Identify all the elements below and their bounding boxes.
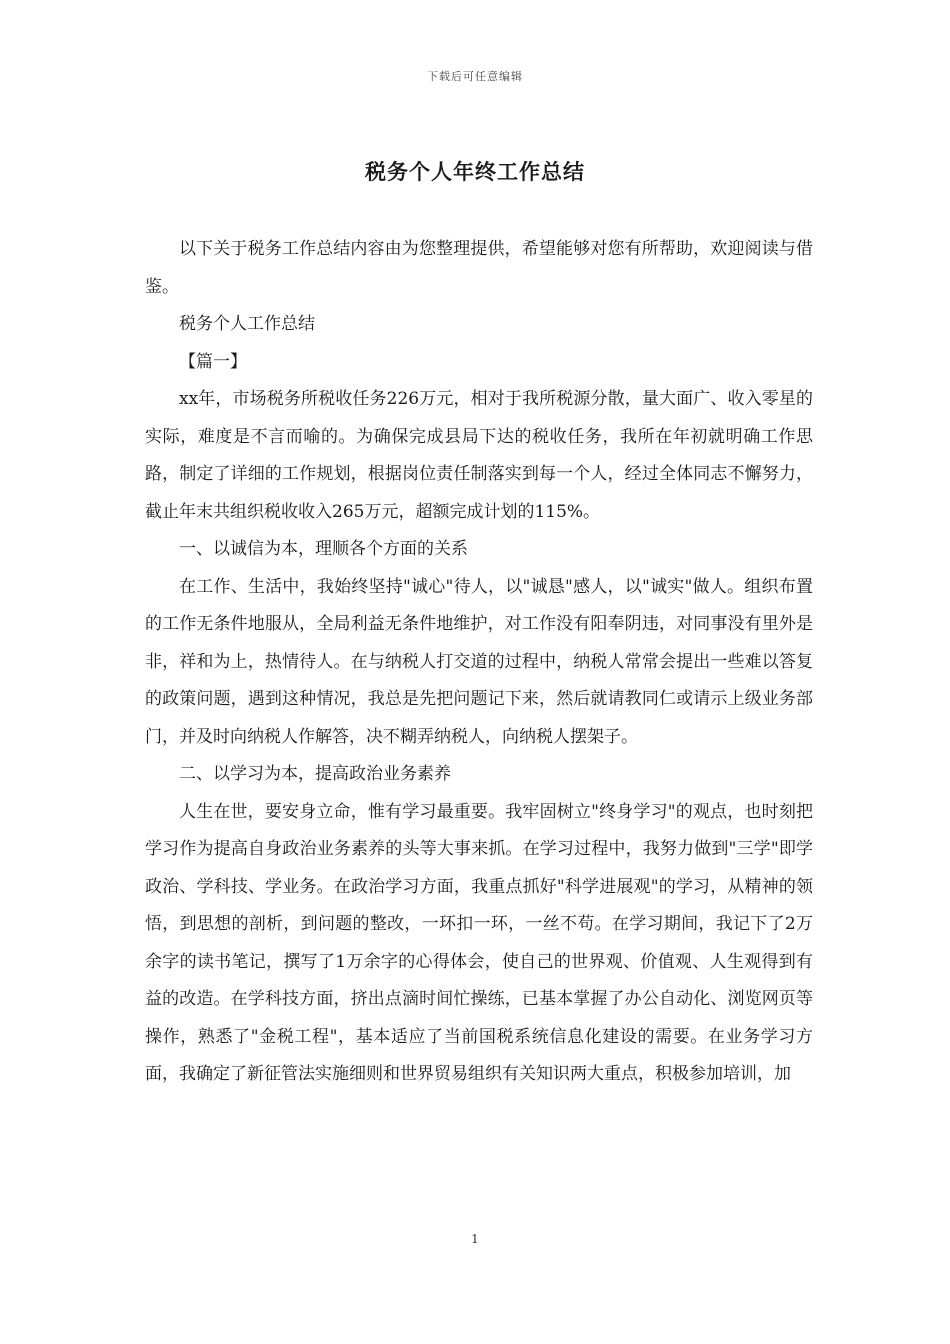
document-body	[145, 231, 813, 1094]
page-header-note: 下载后可任意编辑	[427, 70, 523, 83]
intro-paragraph: 以下关于税务工作总结内容由为您整理提供，希望能够对您有所帮助，欢迎阅读与借鉴。	[145, 239, 813, 297]
section-heading: 一、以诚信为本，理顺各个方面的关系	[179, 539, 468, 559]
section-marker: 【篇一】	[179, 351, 247, 372]
document-title: 税务个人年终工作总结	[365, 159, 585, 184]
body-paragraph: 人生在世，要安身立命，惟有学习最重要。我牢固树立"终身学习"的观点，也时刻把学习作为提高自身政治业务素养的头等大事来抓。在学习过程中，我努力做到"三学"即学政治、学科技、学业务。在政治学习方面，我重点抓好"科学进展观"的学习，从精神的领悟，到思想的剖析，到问题的整改，一环扣一环，一丝不苟。在学习期间，我记下了2万余字的读书笔记，撰写了1万余字的心得体会，使自己的世界观、价值观、人生观得到有益的改造。在学科技方面，挤出点滴时间忙操练，已基本掌握了办公自动化、浏览网页等操作，熟悉了"金税工程"，基本适应了当前国税系统信息化建设的需要。在业务学习方面，我确定了新征管法实施细则和世界贸易组织有关知识两大重点，积极参加培训，加	[145, 801, 813, 1084]
section-heading: 二、以学习为本，提高政治业务素养	[179, 764, 451, 784]
page-number: 1	[471, 1232, 479, 1246]
subtitle-paragraph: 税务个人工作总结	[179, 314, 315, 334]
body-paragraph: 在工作、生活中，我始终坚持"诚心"待人，以"诚恳"感人，以"诚实"做人。组织布置的工作无条件地服从，全局利益无条件地维护，对工作没有阳奉阴违，对同事没有里外是非，祥和为上，热情待人。在与纳税人打交道的过程中，纳税人常常会提出一些难以答复的政策问题，遇到这种情况，我总是先把问题记下来，然后就请教同仁或请示上级业务部门，并及时向纳税人作解答，决不糊弄纳税人，向纳税人摆架子。	[145, 576, 813, 747]
body-paragraph: xx年，市场税务所税收任务226万元，相对于我所税源分散，量大面广、收入零星的实际，难度是不言而喻的。为确保完成县局下达的税收任务，我所在年初就明确工作思路，制定了详细的工作规划，根据岗位责任制落实到每一个人，经过全体同志不懈努力，截止年末共组织税收收入265万元，超额完成计划的115%。	[145, 389, 813, 522]
